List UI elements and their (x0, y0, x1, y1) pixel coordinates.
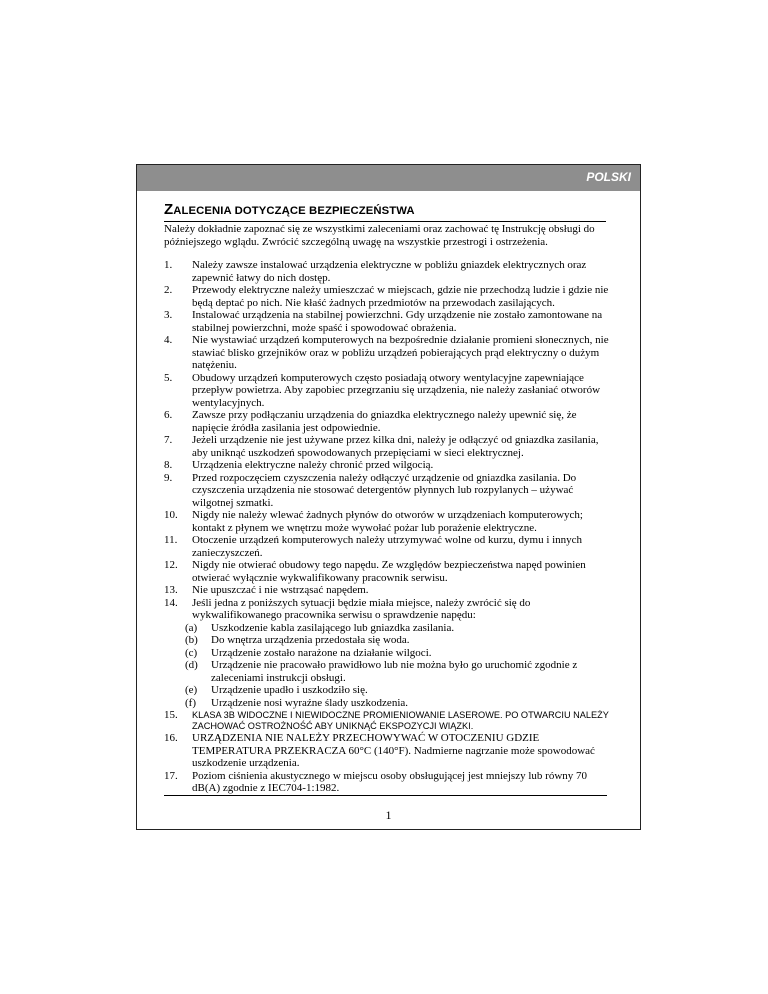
item-text: Nie upuszczać i nie wstrząsać napędem. (192, 584, 369, 596)
list-item (164, 309, 614, 334)
list-item (164, 559, 614, 584)
list-item (164, 334, 614, 372)
list-item (164, 534, 614, 559)
sub-list-item (185, 696, 614, 710)
item-text: KLASA 3B WIDOCZNE I NIEWIDOCZNE PROMIENIOWANIE LASEROWE. PO OTWARCIU NALEŻY ZACHOWAĆ OSTROŻNOŚĆ ABY UNIKNĄĆ EKSPOZYCJI WIĄZKI. (192, 710, 609, 731)
item-text: Poziom ciśnienia akustycznego w miejscu osoby obsługującej jest mniejszy lub równy 70 dB(A) zgodnie z IEC704-1:1982. (192, 769, 588, 794)
list-item (164, 472, 614, 510)
item-text: Przewody elektryczne należy umieszczać w miejscach, gdzie nie przechodzą ludzie i gdzie nie będą deptać po nich. Nie kłaść żadnych przedmiotów na przewodach zasilających. (192, 284, 609, 309)
item-text: Nigdy nie otwierać obudowy tego napędu. Ze względów bezpieczeństwa napęd powinien otwierać wyłącznie wykwalifikowany pracownik serwisu. (192, 559, 586, 584)
item-number: 17. (164, 769, 178, 782)
sub-list-item (185, 634, 614, 647)
item-number: 1. (164, 259, 173, 271)
title-rest: ALECENIA DOTYCZĄCE BEZPIECZEŃSTWA (173, 205, 415, 217)
item-number: 9. (164, 471, 173, 484)
sub-list (185, 621, 614, 710)
item-number: 13. (164, 584, 178, 596)
item-number: 3. (164, 309, 173, 321)
language-label: POLSKI (586, 170, 631, 184)
sub-item-text: Do wnętrza urządzenia przedostała się woda. (211, 634, 410, 646)
item-number: 2. (164, 284, 173, 296)
item-number: 10. (164, 509, 178, 521)
sub-item-text: Urządzenie nosi wyraźne ślady uszkodzenia. (211, 696, 409, 709)
sub-list-item (185, 659, 614, 684)
list-item (164, 597, 614, 710)
list-item (164, 409, 614, 434)
sub-item-label: (b) (185, 634, 198, 646)
item-text: URZĄDZENIA NIE NALEŻY PRZECHOWYWAĆ W OTOCZENIU GDZIE TEMPERATURA PRZEKRACZA 60°C (140°F). Nadmierne nagrzanie może spowodować uszkodzenie urządzenia. (192, 732, 595, 769)
page-number: 1 (385, 808, 392, 822)
item-text: Zawsze przy podłączaniu urządzenia do gniazdka elektrycznego należy upewnić się, że napięcie źródła zasilania jest odpowiednie. (192, 409, 577, 434)
item-text: Obudowy urządzeń komputerowych często posiadają otwory wentylacyjne zapewniające przepływ powietrza. Aby zapobiec przegrzaniu się urządzenia, nie należy zasłaniać otworów wentylacyjnych. (192, 371, 601, 409)
item-text: Nigdy nie należy wlewać żadnych płynów do otworów w urządzeniach komputerowych; kontakt z płynem we wnętrzu może wywołać pożar lub porażenie elektryczne. (192, 509, 583, 534)
sub-list-item (185, 621, 614, 635)
item-text: Jeżeli urządzenie nie jest używane przez kilka dni, należy je odłączyć od gniazdka zasilania, aby uniknąć uszkodzeń spowodowanych przepięciami w sieci elektrycznej. (192, 434, 599, 459)
intro-paragraph: Należy dokładnie zapoznać się ze wszystkimi zaleceniami oraz zachować tę Instrukcję obsługi do późniejszego wglądu. Zwrócić szczególną uwagę na wszystkie przestrogi i ostrzeżenia. (164, 223, 595, 248)
sub-item-label: (e) (185, 684, 198, 696)
item-text: Urządzenia elektryczne należy chronić przed wilgocią. (192, 459, 434, 471)
item-number: 15. (164, 709, 178, 721)
item-text: Instalować urządzenia na stabilnej powierzchni. Gdy urządzenie nie zostało zamontowane na stabilnej powierzchni, może spaść i spowodować obrażenia. (192, 309, 603, 334)
list-item (164, 770, 614, 795)
list-item (164, 434, 614, 459)
item-number: 14. (164, 596, 178, 609)
item-number: 8. (164, 459, 173, 471)
item-text: Należy zawsze instalować urządzenia elektryczne w pobliżu gniazdek elektrycznych oraz zapewnić łatwy do nich dostęp. (192, 259, 587, 284)
sub-item-text: Urządzenie zostało narażone na działanie wilgoci. (211, 646, 432, 659)
title-initial: Z (164, 201, 174, 218)
sub-item-text: Uszkodzenie kabla zasilającego lub gniazdka zasilania. (211, 621, 455, 634)
list-item (164, 732, 614, 770)
item-number: 7. (164, 434, 173, 446)
language-header-bar (137, 165, 640, 191)
section-title (164, 201, 604, 218)
sub-item-label: (f) (185, 696, 196, 709)
list-item (164, 709, 614, 732)
sub-item-text: Urządzenie upadło i uszkodziło się. (211, 684, 368, 696)
footer-rule (164, 795, 607, 796)
sub-list-item (185, 684, 614, 697)
sub-list-item (185, 646, 614, 660)
item-number: 5. (164, 371, 173, 384)
item-number: 6. (164, 409, 173, 421)
item-number: 4. (164, 334, 173, 346)
sub-item-text: Urządzenie nie pracowało prawidłowo lub nie można było go uruchomić zgodnie z zaleceniami instrukcji obsługi. (211, 659, 578, 684)
list-item (164, 284, 614, 309)
item-text: Jeśli jedna z poniższych sytuacji będzie miała miejsce, należy zwrócić się do wykwalifikowanego pracownika serwisu o sprawdzenie napędu: (192, 596, 531, 621)
item-text: Przed rozpoczęciem czyszczenia należy odłączyć urządzenie od gniazdka zasilania. Do czyszczenia urządzenia nie stosować detergentów płynnych lub rozpylanych – używać wilgotnej szmatki. (192, 471, 577, 509)
item-number: 16. (164, 732, 178, 744)
item-text: Otoczenie urządzeń komputerowych należy utrzymywać wolne od kurzu, dymu i innych zanieczyszczeń. (192, 534, 583, 559)
list-item (164, 372, 614, 410)
sub-item-label: (a) (185, 621, 198, 634)
list-item (164, 259, 614, 284)
list-item (164, 584, 614, 597)
sub-item-label: (c) (185, 646, 198, 659)
item-text: Nie wystawiać urządzeń komputerowych na bezpośrednie działanie promieni słonecznych, nie stawiać blisko grzejników oraz w pobliżu urządzeń pobierających prąd elektryczny o dużym natężeniu. (192, 334, 609, 371)
item-number: 12. (164, 559, 178, 571)
page-frame (136, 164, 641, 830)
list-item (164, 459, 614, 472)
list-item (164, 509, 614, 534)
item-number: 11. (164, 534, 178, 546)
sub-item-label: (d) (185, 659, 198, 671)
title-underline (164, 221, 606, 222)
safety-list (164, 259, 614, 795)
